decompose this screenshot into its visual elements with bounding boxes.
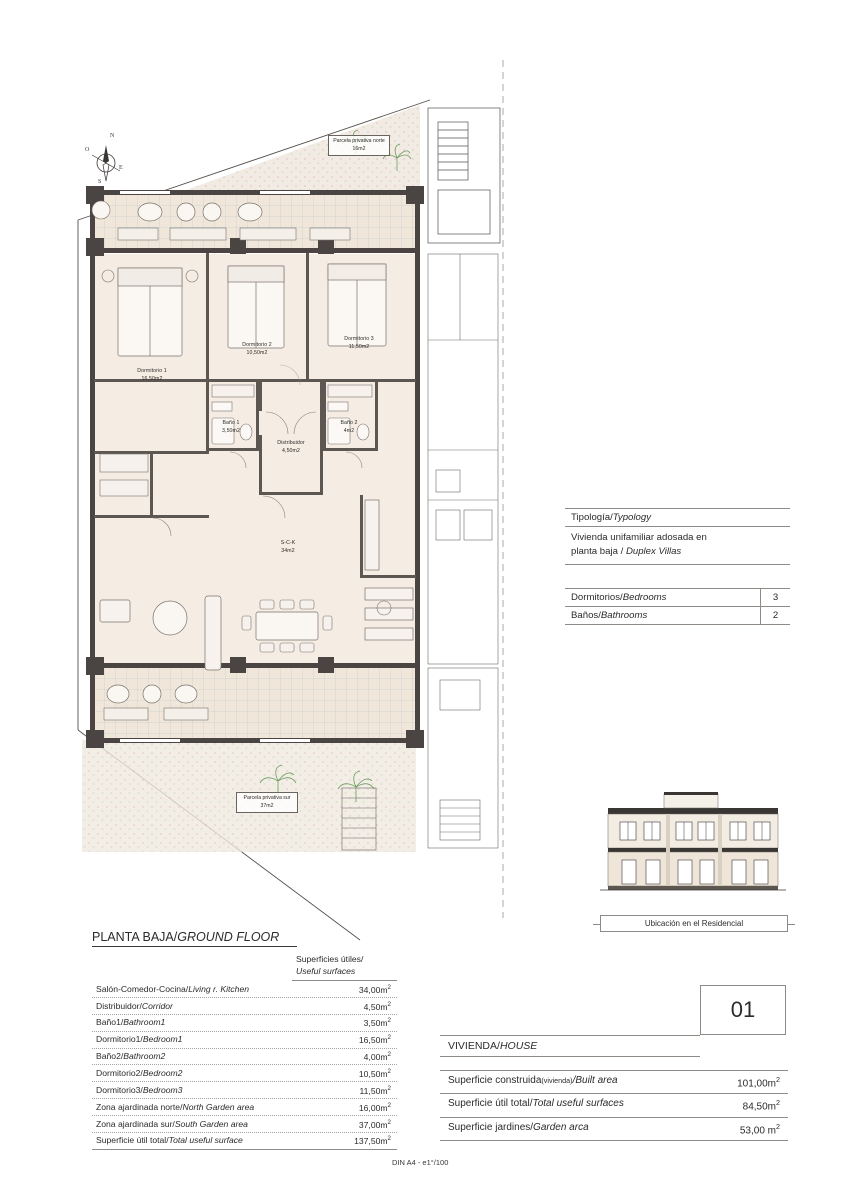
house-label-en: HOUSE bbox=[499, 1040, 538, 1052]
floor-title-es: PLANTA BAJA/ bbox=[92, 930, 178, 944]
elevation-svg bbox=[598, 790, 788, 905]
table-row: Superficie jardines/Garden arca 53,00 $m^2$ bbox=[440, 1118, 788, 1141]
surfaces-header bbox=[292, 952, 397, 981]
table-row: Distribuidor/Corridor $4,50m^2$ bbox=[92, 998, 397, 1015]
table-row: Baño2/Bathroom2 $4,00m^2$ bbox=[92, 1049, 397, 1066]
useful-surfaces-table bbox=[92, 952, 397, 1150]
compass-s-label: S bbox=[98, 179, 102, 185]
room-counts-table bbox=[565, 588, 790, 625]
compass-icon bbox=[84, 135, 138, 191]
unit-number-badge bbox=[700, 985, 786, 1035]
table-row: Dormitorio3/Bedroom3 $11,50m^2$ bbox=[92, 1082, 397, 1099]
bathrooms-value: 2 bbox=[760, 607, 790, 624]
bedrooms-label: Dormitorios/Bedrooms bbox=[571, 592, 667, 603]
table-row: Baño1/Bathroom1 $3,50m^2$ bbox=[92, 1015, 397, 1032]
table-row-bathrooms bbox=[565, 607, 790, 625]
compass-o-label: O bbox=[85, 147, 90, 153]
floor-plan-title bbox=[92, 930, 297, 947]
typology-header-en: Typology bbox=[612, 512, 651, 523]
bathrooms-label: Baños/Bathrooms bbox=[571, 610, 648, 621]
location-caption: Ubicación en el Residencial bbox=[600, 915, 788, 932]
room-label-dormitorio-1: Dormitorio 1 16,50m2 bbox=[137, 368, 167, 382]
floor-title-en: GROUND FLOOR bbox=[177, 930, 280, 944]
house-label-row bbox=[440, 1035, 700, 1057]
typology-value bbox=[565, 527, 790, 565]
table-row-total: Superficie útil total/Total useful surface $137,50m^2$ bbox=[92, 1133, 397, 1150]
room-label-parcela-sur: Parcela privativa sur 37m2 bbox=[236, 792, 298, 813]
room-label-parcela-norte: Parcela privativa norte 16m2 bbox=[328, 135, 390, 156]
typology-value-line1: Vivienda unifamiliar adosada en bbox=[571, 532, 707, 543]
table-row: Zona ajardinada norte/North Garden area $16,00m^2$ bbox=[92, 1099, 397, 1116]
bedrooms-value: 3 bbox=[760, 589, 790, 606]
scale-note: DIN A4 - e1°/100 bbox=[392, 1158, 449, 1167]
table-row-bedrooms bbox=[565, 588, 790, 607]
floor-plan-drawing bbox=[60, 40, 540, 940]
room-label-bano-2: Baño 2 4m2 bbox=[340, 420, 358, 434]
room-label-salon-comedor-cocina: S-C-K 34m2 bbox=[280, 540, 296, 554]
typology-value-line2-en: Duplex Villas bbox=[625, 545, 682, 557]
room-label-distribuidor: Distribuidor 4,50m2 bbox=[277, 440, 305, 454]
surfaces-header-es: Superficies útiles/ bbox=[296, 954, 364, 964]
table-row: Superficie útil total/Total useful surfaces $84,50m^2$ bbox=[440, 1094, 788, 1117]
typology-header bbox=[565, 508, 790, 527]
compass-n-label: N bbox=[110, 133, 115, 139]
table-row: Dormitorio2/Bedroom2 $10,50m^2$ bbox=[92, 1065, 397, 1082]
compass-rose bbox=[84, 135, 138, 191]
table-row: Salón-Comedor-Cocina/Living r. Kitchen $34,00m^2$ bbox=[92, 981, 397, 998]
table-row: Superficie construida(vivienda)/Built area $101,00m^2$ bbox=[440, 1070, 788, 1094]
typology-header-es: Tipología/ bbox=[571, 512, 613, 523]
room-label-bano-1: Baño 1 3,50m2 bbox=[222, 420, 240, 434]
building-elevation-illustration bbox=[598, 790, 788, 905]
built-area-table bbox=[440, 1070, 788, 1141]
house-label-es: VIVIENDA/ bbox=[448, 1040, 500, 1052]
unit-number: 01 bbox=[730, 997, 756, 1022]
compass-e-label: E bbox=[119, 165, 123, 171]
typology-table bbox=[565, 508, 790, 565]
table-row: Dormitorio1/Bedroom1 $16,50m^2$ bbox=[92, 1032, 397, 1049]
table-row: Zona ajardinada sur/South Garden area $37,00m^2$ bbox=[92, 1116, 397, 1133]
room-label-dormitorio-3: Dormitorio 3 11,50m2 bbox=[344, 336, 374, 350]
surfaces-header-en: Useful surfaces bbox=[296, 965, 356, 976]
typology-value-line2-es: planta baja / bbox=[571, 545, 626, 557]
room-label-dormitorio-2: Dormitorio 2 10,50m2 bbox=[242, 342, 272, 356]
